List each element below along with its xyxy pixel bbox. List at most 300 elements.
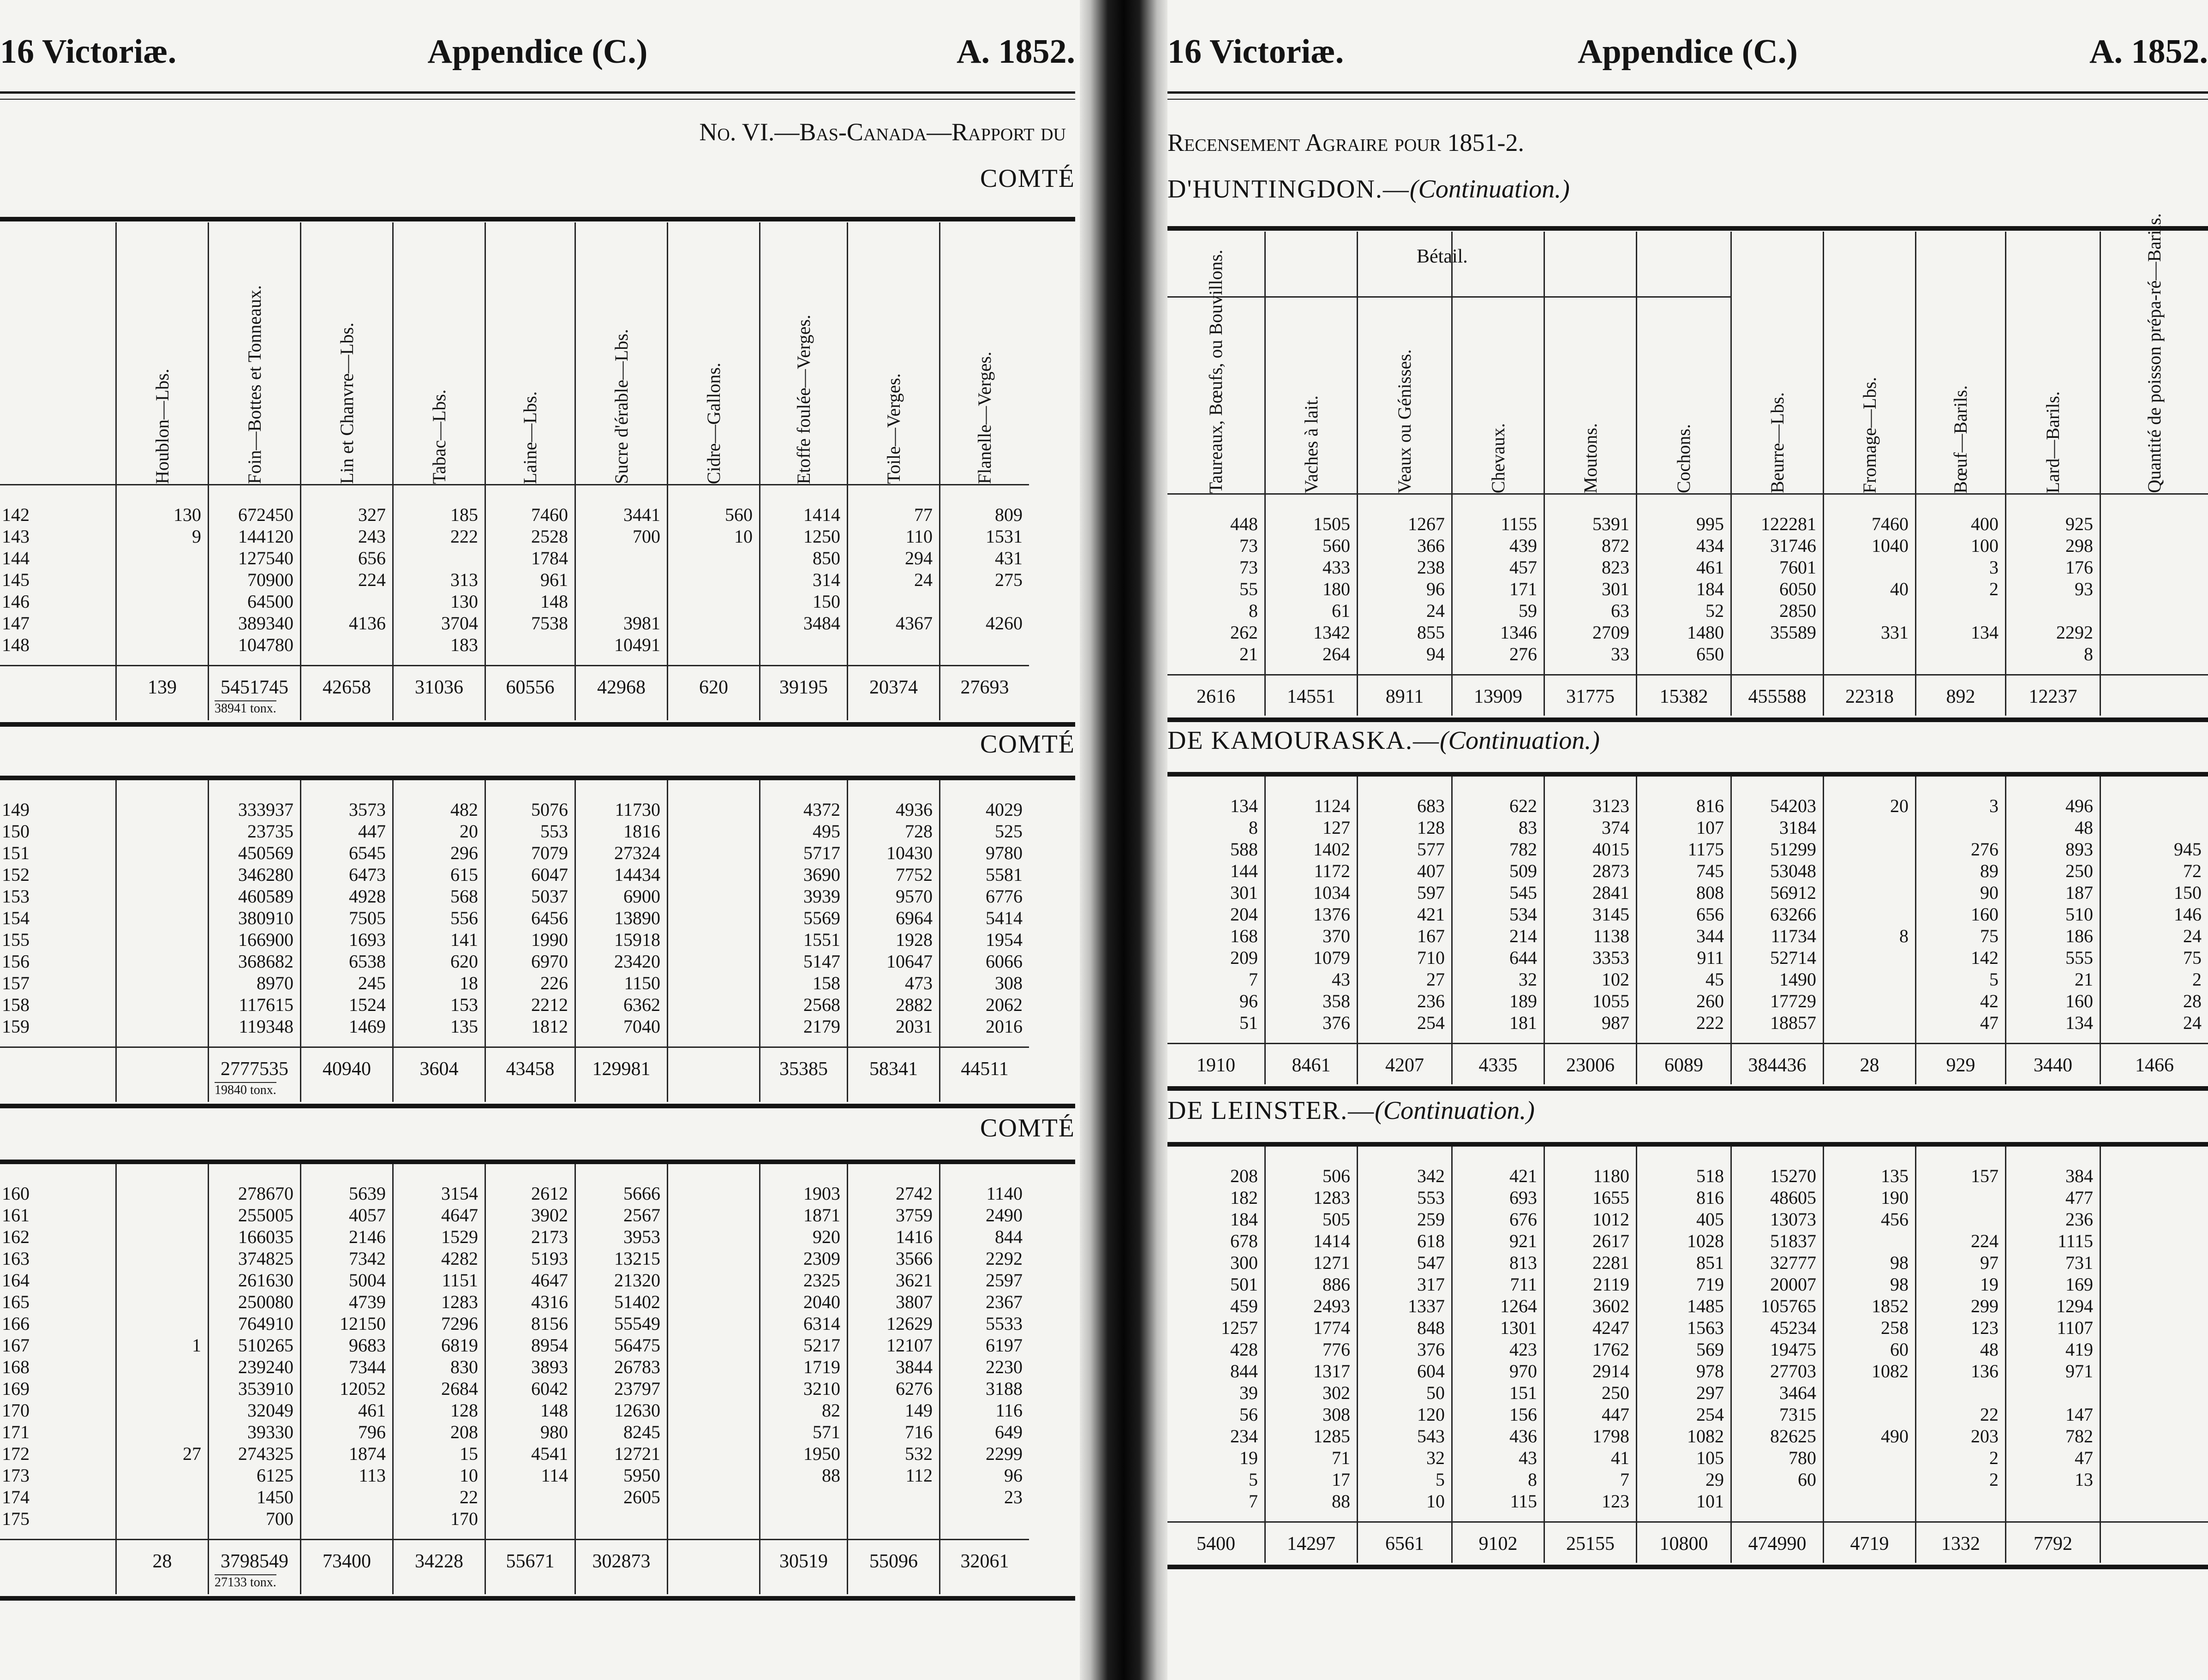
table-cell: 2212	[531, 994, 568, 1015]
table-cell: 419	[2065, 1339, 2093, 1360]
table-cell	[1824, 860, 1909, 882]
table-cell: 15	[460, 1443, 478, 1464]
column-header-label: Fromage—Lbs.	[1859, 377, 1880, 493]
table-cell: 1693	[349, 929, 386, 950]
table-cell: 156	[1509, 1404, 1537, 1425]
table-cell: 135	[1881, 1166, 1909, 1186]
table-cell	[1732, 643, 1816, 665]
table-column	[1915, 232, 2005, 716]
table-cell: 94	[1426, 644, 1445, 664]
table-cell: 2367	[986, 1291, 1023, 1312]
table-cell: 75	[1980, 926, 1999, 946]
table-cell: 113	[359, 1465, 386, 1486]
table-cell: 222	[450, 526, 478, 547]
column-cells	[394, 1183, 485, 1530]
column-cells	[1266, 1165, 1357, 1512]
column-cells	[1732, 1165, 1823, 1512]
table-cell: 134	[2065, 1012, 2093, 1033]
table-top-rule	[1167, 772, 2208, 777]
column-total: 620	[668, 665, 759, 706]
table-cell: 844	[1230, 1361, 1258, 1381]
table-cell: 3464	[1779, 1382, 1816, 1403]
column-header	[1637, 232, 1730, 495]
table-cell: 264	[1322, 644, 1350, 664]
table-cell: 4029	[986, 799, 1023, 820]
table-cell: 1414	[803, 504, 840, 525]
table-cell	[486, 1508, 568, 1530]
table-cell: 15270	[1770, 1166, 1816, 1186]
table-cell	[1824, 1382, 1909, 1404]
table-cell: 181	[1509, 1012, 1537, 1033]
table-cell: 421	[1417, 904, 1445, 925]
table-column	[574, 1164, 667, 1594]
table-cell: 116	[995, 1400, 1023, 1421]
table-cell	[2006, 600, 2093, 622]
table-top-rule	[1167, 1142, 2208, 1147]
table-cell: 148	[540, 1400, 568, 1421]
table-column	[1636, 777, 1730, 1084]
table-cell: 7460	[531, 504, 568, 525]
table-column	[1915, 1147, 2005, 1563]
table-cell: 17	[1332, 1469, 1350, 1490]
table-cell	[1824, 643, 1909, 665]
table-cell: 239240	[238, 1357, 293, 1377]
column-total	[0, 1046, 115, 1088]
table-cell	[117, 842, 201, 864]
column-total: 2777535 19840 tonx.	[209, 1046, 300, 1088]
table-cell: 1283	[1313, 1187, 1350, 1208]
table-cell: 13890	[614, 908, 660, 928]
table-cell: 553	[540, 821, 568, 842]
table-column	[1167, 777, 1264, 1084]
column-total	[117, 1046, 208, 1088]
column-header	[117, 222, 208, 485]
table-cell: 308	[995, 973, 1023, 993]
table-cell: 6776	[986, 886, 1023, 907]
table-cell: 148	[540, 591, 568, 612]
table-cell: 5147	[803, 951, 840, 972]
table-cell: 545	[1509, 882, 1537, 903]
table-cell: 4928	[349, 886, 386, 907]
table-cell: 1257	[1221, 1317, 1258, 1338]
table-cell: 2146	[349, 1226, 386, 1247]
column-total: 3604	[394, 1046, 485, 1088]
table-column	[667, 1164, 759, 1594]
table-cell: 21	[1239, 644, 1258, 664]
table-cell: 6819	[441, 1335, 478, 1356]
table-cell: 622	[1509, 795, 1537, 816]
table-cell: 2119	[1593, 1274, 1629, 1295]
column-cells	[1358, 513, 1451, 665]
table-cell: 208	[450, 1422, 478, 1442]
table-cell: 153	[450, 994, 478, 1015]
column-total: 1466	[2101, 1043, 2208, 1084]
table-cell: 3484	[803, 613, 840, 634]
county-label: COMTÉ	[980, 730, 1075, 759]
table-column	[1357, 232, 1451, 716]
table-cell: 7315	[1779, 1404, 1816, 1425]
table-cell: 5950	[623, 1465, 660, 1486]
table-cell: 184	[1696, 579, 1724, 599]
table-cell: 1055	[1592, 991, 1629, 1011]
table-cell	[2101, 1208, 2202, 1230]
table-cell: 41	[1611, 1447, 1629, 1468]
table-cell: 1079	[1313, 947, 1350, 968]
table-cell: 5193	[531, 1248, 568, 1269]
column-cells	[1824, 1165, 1915, 1512]
column-header-label: Etoffe foulée—Verges.	[793, 314, 814, 484]
table-cell: 1301	[1500, 1317, 1537, 1338]
table-cell: 6538	[349, 951, 386, 972]
table-cell: 55549	[614, 1313, 660, 1334]
column-cells	[1358, 1165, 1451, 1512]
table-cell: 921	[1509, 1231, 1537, 1251]
table-cell: 1903	[803, 1183, 840, 1204]
table-cell: 7	[1249, 969, 1258, 990]
table-cell	[1824, 1230, 1909, 1252]
table-cell: 64500	[247, 591, 293, 612]
table-cell	[668, 1508, 753, 1530]
table-cell: 2742	[896, 1183, 933, 1204]
table-cell: 3759	[896, 1205, 933, 1226]
table-cell: 32777	[1770, 1252, 1816, 1273]
table-cell: 8	[1249, 600, 1258, 621]
table-cell	[117, 1016, 201, 1037]
table-cell: 167	[1417, 926, 1445, 946]
table-cell: 1524	[349, 994, 386, 1015]
table-cell: 5414	[986, 908, 1023, 928]
table-column	[1636, 232, 1730, 716]
table-cell	[1824, 838, 1909, 860]
table-cell: 525	[995, 821, 1023, 842]
table-cell: 300	[1230, 1252, 1258, 1273]
table-cell: 51299	[1770, 839, 1816, 860]
table-cell: 380910	[238, 908, 293, 928]
column-cells	[117, 504, 208, 656]
table-cell	[2101, 1230, 2202, 1252]
table-cell: 716	[905, 1422, 933, 1442]
table-cell: 431	[995, 548, 1023, 568]
table-cell: 344	[1696, 926, 1724, 946]
table-cell	[2101, 1273, 2202, 1295]
table-cell: 457	[1509, 557, 1537, 578]
table-cell: 5	[1436, 1469, 1445, 1490]
row-number: 172	[2, 1443, 30, 1464]
table-cell: 1816	[623, 821, 660, 842]
table-cell: 1950	[803, 1443, 840, 1464]
table-cell: 17729	[1770, 991, 1816, 1011]
column-cells	[848, 1183, 939, 1530]
table-cell: 505	[1322, 1209, 1350, 1230]
table-cell: 2173	[531, 1226, 568, 1247]
table-cell	[1824, 990, 1909, 1012]
table-cell: 298	[2065, 535, 2093, 556]
table-cell: 31746	[1770, 535, 1816, 556]
table-column	[115, 1164, 208, 1594]
table-cell: 9	[192, 526, 201, 547]
row-number: 155	[2, 929, 30, 950]
column-total: 1910	[1167, 1043, 1264, 1084]
tonnage-note: 38941 tonx.	[215, 701, 276, 716]
table-column	[1636, 1147, 1730, 1563]
table-cell	[1916, 1187, 1999, 1208]
column-header	[301, 222, 392, 485]
table-cell	[117, 547, 201, 569]
column-total: 9102	[1453, 1521, 1544, 1563]
column-header-label: Houblon—Lbs.	[151, 369, 173, 484]
table-cell	[117, 1486, 201, 1508]
column-total: 55096	[848, 1539, 939, 1580]
column-cells	[668, 799, 759, 1037]
table-cell: 376	[1322, 1012, 1350, 1033]
table-cell: 2230	[986, 1357, 1023, 1377]
table-cell	[1916, 600, 1999, 622]
continuation-note: (Continuation.)	[1375, 1096, 1535, 1125]
table-cell	[940, 634, 1023, 656]
column-header-label: Taureaux, Bœufs, ou Bouvillons.	[1205, 249, 1226, 493]
table-cell: 5004	[349, 1270, 386, 1291]
column-cells	[1637, 1165, 1730, 1512]
table-bottom-rule	[0, 1596, 1075, 1601]
table-cell	[2101, 535, 2202, 556]
table-cell	[117, 634, 201, 656]
row-number: 143	[2, 526, 30, 547]
table-cell: 374	[1602, 817, 1629, 838]
continuation-note: (Continuation.)	[1409, 175, 1570, 203]
column-header-label: Moutons.	[1580, 423, 1601, 493]
county-label: COMTÉ	[980, 164, 1075, 193]
table-cell: 2016	[986, 1016, 1023, 1037]
table-cell: 12150	[340, 1313, 386, 1334]
table-column	[1357, 1147, 1451, 1563]
column-header-label: Cochons.	[1673, 424, 1694, 493]
column-cells	[1732, 513, 1823, 665]
table-cell: 439	[1509, 535, 1537, 556]
table-cell	[1824, 1404, 1909, 1425]
column-total: 31036	[394, 665, 485, 706]
table-cell: 45234	[1770, 1317, 1816, 1338]
table-cell: 48	[1980, 1339, 1999, 1360]
table-cell: 370	[1322, 926, 1350, 946]
table-cell	[1916, 643, 1999, 665]
column-total	[2101, 1521, 2208, 1563]
table-cell: 8156	[531, 1313, 568, 1334]
table-column	[2100, 1147, 2208, 1563]
table-cell: 274325	[238, 1443, 293, 1464]
table-cell: 15918	[614, 929, 660, 950]
table-cell: 12107	[886, 1335, 933, 1356]
table-column	[1264, 777, 1357, 1084]
column-header-label: Lard—Barils.	[2042, 391, 2063, 493]
table-cell: 1774	[1313, 1317, 1350, 1338]
row-number: 175	[2, 1508, 30, 1529]
table-cell: 1	[192, 1335, 201, 1356]
column-cells	[940, 799, 1029, 1037]
table-column	[667, 780, 759, 1102]
table-cell: 10	[460, 1465, 478, 1486]
row-number: 157	[2, 973, 30, 993]
table-cell: 368682	[238, 951, 293, 972]
table-cell: 543	[1417, 1426, 1445, 1447]
table-cell: 10430	[886, 843, 933, 863]
column-total: 14297	[1266, 1521, 1357, 1563]
table-cell: 110	[905, 526, 933, 547]
table-cell: 577	[1417, 839, 1445, 860]
column-total: 42658	[301, 665, 392, 706]
table-cell: 112	[905, 1465, 933, 1486]
table-cell: 294	[905, 548, 933, 568]
column-cells	[301, 799, 392, 1037]
table-cell: 96	[1239, 991, 1258, 1011]
column-header	[1545, 232, 1636, 495]
table-cell: 93	[2075, 579, 2093, 599]
table-cell: 5	[1249, 1469, 1258, 1490]
table-cell: 27	[183, 1443, 201, 1464]
table-cell: 970	[1509, 1361, 1537, 1381]
table-cell: 302	[1322, 1382, 1350, 1403]
column-cells	[486, 504, 574, 656]
row-number: 167	[2, 1335, 30, 1356]
row-number: 161	[2, 1205, 30, 1226]
column-header-label: Flanelle—Verges.	[974, 352, 995, 484]
table-cell: 3210	[803, 1378, 840, 1399]
table-cell: 532	[905, 1443, 933, 1464]
table-cell: 56912	[1770, 882, 1816, 903]
table-cell: 105765	[1761, 1296, 1816, 1316]
column-cells	[1732, 795, 1823, 1034]
table-cell: 506	[1322, 1166, 1350, 1186]
column-total	[0, 665, 115, 706]
table-cell: 4372	[803, 799, 840, 820]
year-label: A. 1852.	[2089, 33, 2208, 71]
table-column	[759, 1164, 847, 1594]
table-cell: 27703	[1770, 1361, 1816, 1381]
table-cell	[117, 994, 201, 1016]
table-cell: 620	[450, 951, 478, 972]
column-total: 6561	[1358, 1521, 1451, 1563]
column-total: 58341	[848, 1046, 939, 1088]
table-cell	[2101, 622, 2202, 643]
table-cell: 461	[358, 1400, 386, 1421]
table-cell: 47	[2075, 1447, 2093, 1468]
table-cell: 98	[1890, 1252, 1909, 1273]
table-cell: 813	[1509, 1252, 1537, 1273]
table-cell: 43	[1332, 969, 1350, 990]
table-cell	[2006, 1382, 2093, 1404]
table-cell: 214	[1509, 926, 1537, 946]
table-cell: 2873	[1592, 861, 1629, 881]
table-cell: 88	[822, 1465, 840, 1486]
table-cell: 127	[1322, 817, 1350, 838]
table-cell	[117, 1183, 201, 1204]
table-cell: 495	[813, 821, 840, 842]
table-cell: 8954	[531, 1335, 568, 1356]
table-cell: 258	[1881, 1317, 1909, 1338]
table-cell: 7752	[896, 864, 933, 885]
table-cell: 5	[1989, 969, 1999, 990]
table-cell	[668, 1443, 753, 1465]
table-cell: 346280	[238, 864, 293, 885]
table-cell: 6362	[623, 994, 660, 1015]
table-cell: 24	[2183, 1012, 2202, 1033]
table-cell: 1954	[986, 929, 1023, 950]
table-cell	[2101, 1252, 2202, 1273]
table-cell	[301, 634, 386, 656]
column-cells	[1453, 795, 1544, 1034]
table-cell: 987	[1602, 1012, 1629, 1033]
column-cells	[2101, 795, 2208, 1034]
table-cell: 421	[1509, 1166, 1537, 1186]
table-cell	[117, 1269, 201, 1291]
table-cell: 245	[358, 973, 386, 993]
column-cells	[301, 1183, 392, 1530]
table-cell: 150	[2174, 882, 2202, 903]
row-number: 170	[2, 1400, 30, 1421]
table-cell: 21	[2075, 969, 2093, 990]
row-number: 142	[2, 504, 30, 525]
table-cell: 4282	[441, 1248, 478, 1269]
table-cell: 848	[1417, 1317, 1445, 1338]
table-cell	[117, 951, 201, 972]
table-cell: 20	[1890, 795, 1909, 816]
column-total: 7792	[2006, 1521, 2100, 1563]
table-cell: 796	[358, 1422, 386, 1442]
table-cell	[2101, 1425, 2202, 1447]
table-cell: 569	[1696, 1339, 1724, 1360]
table-cell: 1285	[1313, 1426, 1350, 1447]
column-header-label: Chevaux.	[1487, 423, 1508, 493]
table-cell: 1082	[1872, 1361, 1909, 1381]
table-cell: 261630	[238, 1270, 293, 1291]
column-header	[2101, 213, 2208, 495]
table-cell: 183	[450, 634, 478, 655]
table-cell: 473	[905, 973, 933, 993]
table-cell: 1480	[1687, 622, 1724, 643]
table-cell	[1732, 1490, 1816, 1512]
left-page	[0, 0, 1075, 1680]
table-cell: 477	[2065, 1187, 2093, 1208]
table-cell: 4247	[1592, 1317, 1629, 1338]
table-cell: 189	[1509, 991, 1537, 1011]
table-column	[939, 780, 1029, 1102]
table-cell	[394, 547, 478, 569]
column-total: 474990	[1732, 1521, 1823, 1563]
table-cell	[2101, 795, 2202, 817]
table-cell: 851	[1696, 1252, 1724, 1273]
table-cell	[668, 972, 753, 994]
row-number: 151	[2, 843, 30, 863]
table-cell: 23797	[614, 1378, 660, 1399]
table-cell: 604	[1417, 1361, 1445, 1381]
table-cell: 23735	[247, 821, 293, 842]
table-cell	[117, 1399, 201, 1421]
table-column	[1823, 777, 1915, 1084]
column-header-label: Tabac—Lbs.	[428, 389, 449, 484]
table-column	[1544, 1147, 1636, 1563]
table-cell: 236	[2065, 1209, 2093, 1230]
table-cell: 144	[1230, 861, 1258, 881]
table-top-rule	[0, 217, 1075, 221]
table-cell: 4057	[349, 1205, 386, 1226]
table-column	[1544, 232, 1636, 716]
table-cell	[2101, 1339, 2202, 1360]
table-cell: 236	[1417, 991, 1445, 1011]
table-cell: 102	[1602, 969, 1629, 990]
table-cell: 9570	[896, 886, 933, 907]
table-cell: 3621	[896, 1270, 933, 1291]
table-cell: 2281	[1592, 1252, 1629, 1273]
table-cell: 649	[995, 1422, 1023, 1442]
